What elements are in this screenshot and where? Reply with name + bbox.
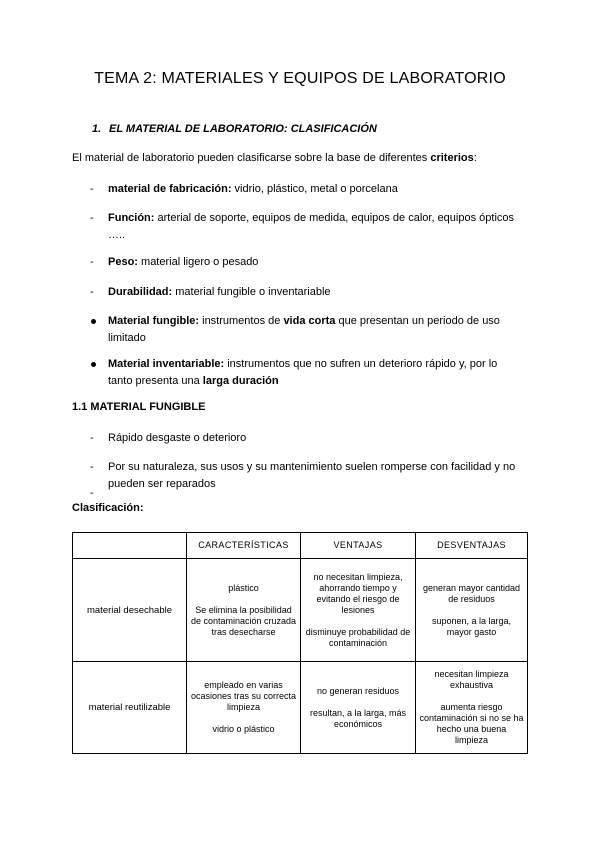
cell-text: vidrio o plástico: [212, 724, 275, 734]
dash-marker: -: [90, 432, 94, 444]
cell-text: plástico: [228, 582, 259, 593]
fungible-text: Rápido desgaste o deterioro: [108, 432, 247, 444]
table-header-empty: [73, 533, 187, 559]
cell-text: necesitan limpieza exhaustiva: [434, 669, 509, 690]
dash-marker: -: [90, 183, 94, 195]
table-header-row: [73, 533, 528, 559]
fungible-item: [90, 459, 518, 493]
criteria-text: arterial de soporte, equipos de medida, equipos de calor, equipos ópticos …..: [108, 212, 515, 241]
table-header-caracteristicas: CARACTERÍSTICAS: [187, 533, 301, 559]
table-row: [73, 559, 528, 662]
bullet-text: instrumentos de: [199, 315, 284, 327]
bullet-emphasis: vida corta: [283, 315, 336, 327]
cell-text: Se elimina la posibilidad de contaminación cruzada tras desecharse: [190, 604, 297, 637]
cell-text: no necesitan limpieza, ahorrando tiempo y evitando el riesgo de lesiones: [313, 571, 403, 615]
table-row: [73, 662, 528, 754]
dash-marker: -: [90, 461, 94, 473]
table-header-desventajas: DESVENTAJAS: [416, 533, 528, 559]
fungible-item: [90, 430, 518, 447]
classification-table: [72, 532, 528, 754]
cell-text: resultan, a la larga, más económicos: [309, 707, 407, 729]
bullet-label: Material fungible:: [108, 315, 200, 327]
cell-text: suponen, a la larga, mayor gasto: [431, 615, 512, 637]
criteria-label: Función:: [108, 212, 155, 224]
row-category: material reutilizable: [73, 662, 187, 754]
criteria-label: Peso:: [108, 256, 138, 268]
cell-text: empleado en varias ocasiones tras su correcta limpieza: [190, 680, 297, 712]
bullet-emphasis: larga duración: [202, 375, 279, 387]
criteria-text: vidrio, plástico, metal o porcelana: [231, 183, 398, 195]
intro-paragraph: [72, 152, 477, 164]
bullet-dot: [91, 319, 96, 324]
cell-text: aumenta riesgo contaminación si no se ha hecho una buena limpieza: [419, 702, 524, 745]
intro-bold: criterios: [430, 152, 474, 164]
section-title: EL MATERIAL DE LABORATORIO: CLASIFICACIÓN: [109, 123, 377, 135]
cell-text: no generan residuos: [316, 685, 400, 696]
criteria-text: material ligero o pesado: [137, 256, 259, 268]
table-header-ventajas: VENTAJAS: [301, 533, 416, 559]
criteria-text: material fungible o inventariable: [172, 286, 331, 298]
bullet-item: [108, 313, 518, 347]
criteria-label: Durabilidad:: [108, 286, 173, 298]
bullet-text: instrumentos que no sufren un deterioro rápido y, por lo tanto presenta una: [108, 358, 498, 387]
row-desventajas: [416, 559, 528, 662]
bullet-dot: [91, 362, 96, 367]
row-caracteristicas: [187, 559, 301, 662]
cell-text: generan mayor cantidad de residuos: [422, 582, 521, 604]
section-number: 1.: [92, 123, 102, 135]
intro-end: :: [473, 152, 477, 164]
row-ventajas: [301, 559, 416, 662]
criteria-item: [90, 254, 518, 271]
criteria-label: material de fabricación:: [108, 183, 232, 195]
intro-text: El material de laboratorio pueden clasificarse sobre la base de diferentes: [72, 152, 431, 164]
row-category: material desechable: [73, 559, 187, 662]
clasificacion-label: Clasificación:: [72, 502, 144, 514]
subsection-heading: 1.1 MATERIAL FUNGIBLE: [72, 401, 206, 413]
cell-text: disminuye probabilidad de contaminación: [305, 626, 411, 648]
dash-marker: -: [90, 256, 94, 268]
fungible-text: Por su naturaleza, sus usos y su mantenimiento suelen romperse con facilidad y no pueden ser reparados: [108, 461, 516, 490]
section-heading: [92, 123, 377, 135]
dash-marker: -: [90, 212, 94, 224]
criteria-item: [90, 181, 518, 198]
criteria-item: [90, 210, 518, 244]
bullet-text: que presentan un periodo de uso limitado: [108, 315, 500, 344]
row-desventajas: [416, 662, 528, 754]
criteria-item: [90, 284, 518, 301]
row-ventajas: [301, 662, 416, 754]
page-title: TEMA 2: MATERIALES Y EQUIPOS DE LABORATORIO: [94, 70, 506, 87]
bullet-item: [108, 356, 518, 390]
empty-dash: -: [90, 487, 94, 499]
dash-marker: -: [90, 286, 94, 298]
bullet-label: Material inventariable:: [108, 358, 225, 370]
row-caracteristicas: [187, 662, 301, 754]
